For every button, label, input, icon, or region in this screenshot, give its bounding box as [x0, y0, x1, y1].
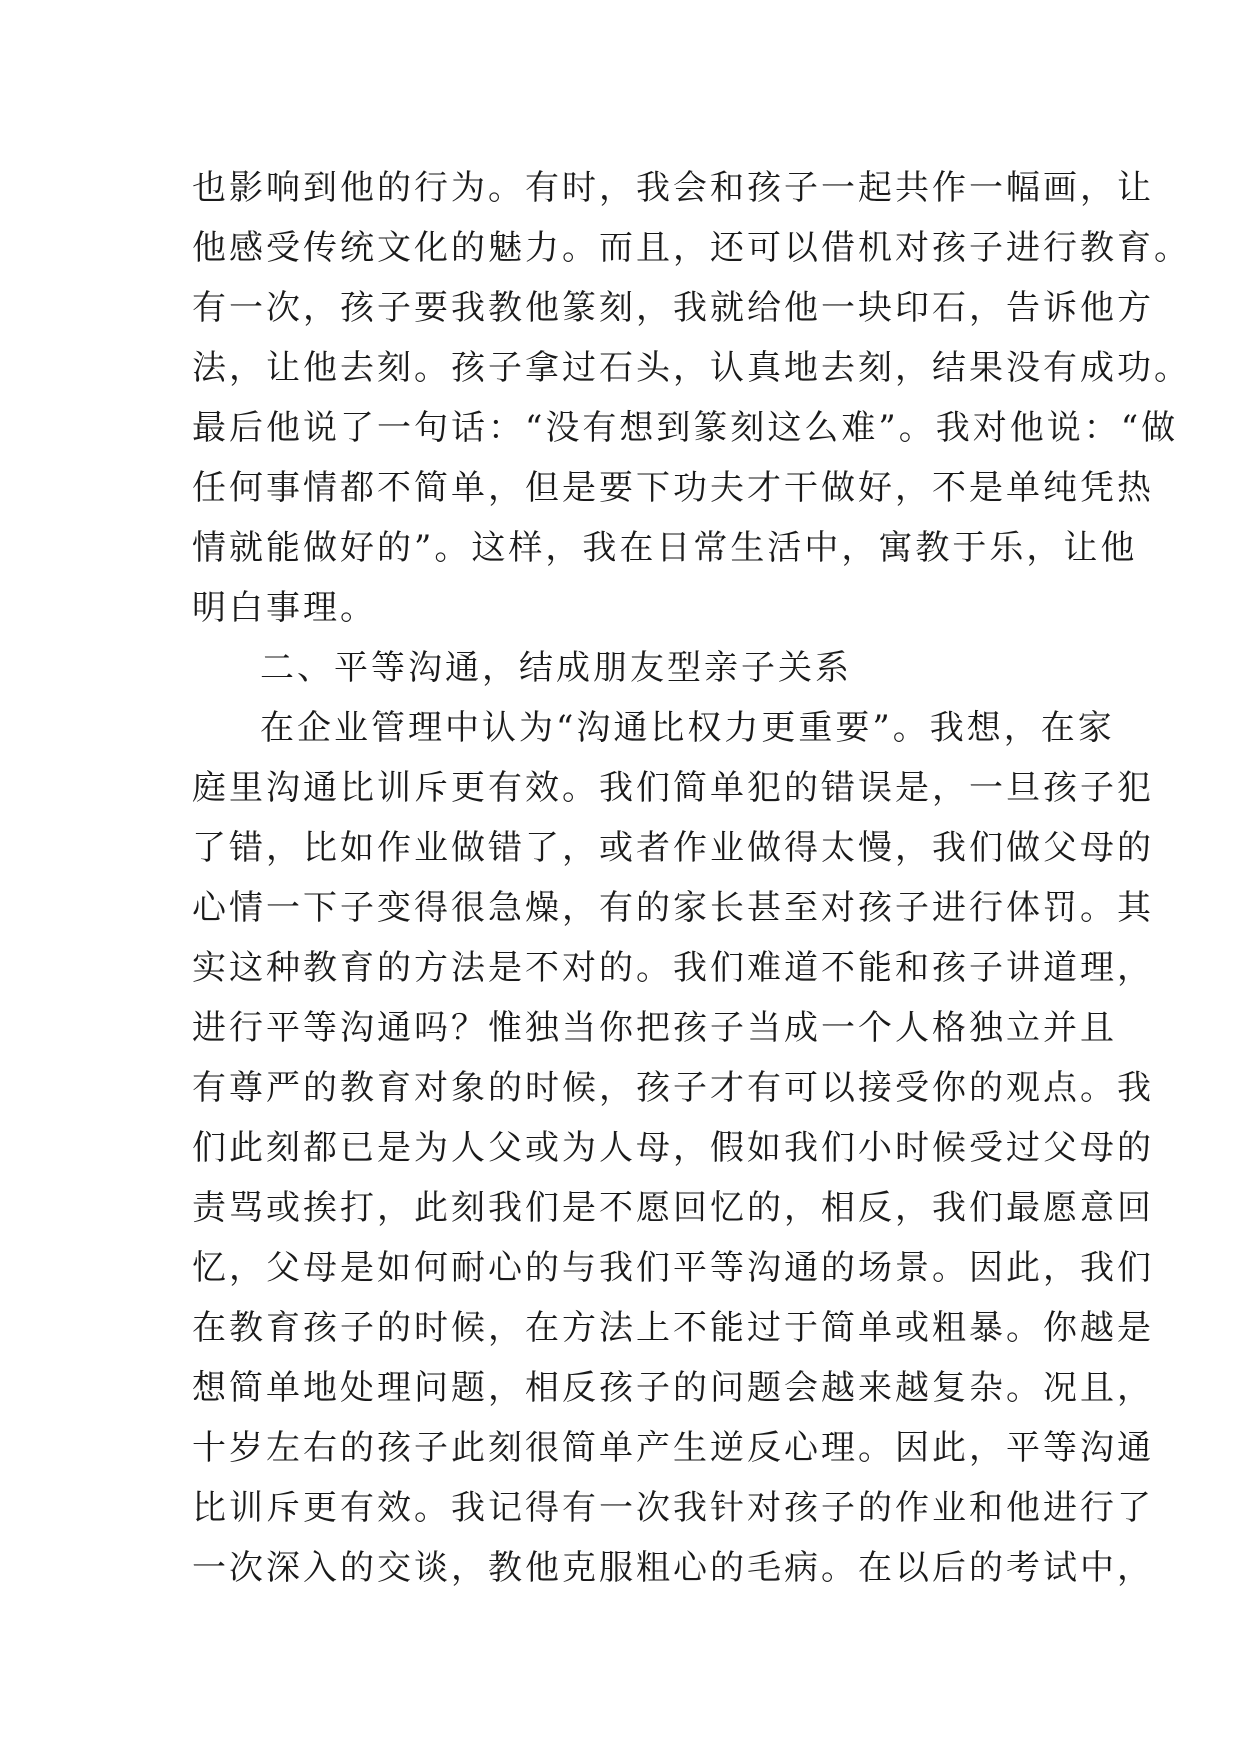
text-line: 有一次，孩子要我教他篆刻，我就给他一块印石，告诉他方 [192, 288, 1154, 328]
document-body [192, 158, 1191, 1598]
section-heading: 二、平等沟通，结成朋友型亲子关系 [260, 648, 852, 688]
text-line: 有尊严的教育对象的时候，孩子才有可以接受你的观点。我 [192, 1068, 1154, 1108]
paragraph-2 [192, 698, 1154, 1598]
text-line: 想简单地处理问题，相反孩子的问题会越来越复杂。况且， [192, 1368, 1154, 1408]
text-line: 也影响到他的行为。有时，我会和孩子一起共作一幅画，让 [192, 168, 1154, 208]
text-line: 们此刻都已是为人父或为人母，假如我们小时候受过父母的 [192, 1128, 1154, 1168]
text-line: 责骂或挨打，此刻我们是不愿回忆的，相反，我们最愿意回 [192, 1188, 1154, 1228]
text-line: 忆，父母是如何耐心的与我们平等沟通的场景。因此，我们 [192, 1248, 1154, 1288]
text-line: 十岁左右的孩子此刻很简单产生逆反心理。因此，平等沟通 [192, 1428, 1154, 1468]
text-line: 最后他说了一句话：“没有想到篆刻这么难”。我对他说：“做 [192, 408, 1179, 448]
text-line: 在教育孩子的时候，在方法上不能过于简单或粗暴。你越是 [192, 1308, 1154, 1348]
text-line: 比训斥更有效。我记得有一次我针对孩子的作业和他进行了 [192, 1488, 1154, 1528]
text-line: 实这种教育的方法是不对的。我们难道不能和孩子讲道理， [192, 948, 1154, 988]
text-line: 了错，比如作业做错了，或者作业做得太慢，我们做父母的 [192, 828, 1154, 868]
text-line: 任何事情都不简单，但是要下功夫才干做好，不是单纯凭热 [192, 468, 1154, 508]
text-line: 庭里沟通比训斥更有效。我们简单犯的错误是，一旦孩子犯 [192, 768, 1154, 808]
text-line: 心情一下子变得很急燥，有的家长甚至对孩子进行体罚。其 [192, 888, 1154, 928]
text-line: 在企业管理中认为“沟通比权力更重要”。我想，在家 [260, 708, 1115, 748]
text-line: 法，让他去刻。孩子拿过石头，认真地去刻，结果没有成功。 [192, 348, 1191, 388]
text-line: 情就能做好的”。这样，我在日常生活中，寓教于乐，让他 [192, 528, 1138, 568]
text-line: 明白事理。 [192, 588, 377, 628]
paragraph-1 [192, 158, 1191, 638]
text-line: 进行平等沟通吗？惟独当你把孩子当成一个人格独立并且 [192, 1008, 1117, 1048]
text-line: 一次深入的交谈，教他克服粗心的毛病。在以后的考试中， [192, 1548, 1154, 1588]
text-line: 他感受传统文化的魅力。而且，还可以借机对孩子进行教育。 [192, 228, 1191, 268]
